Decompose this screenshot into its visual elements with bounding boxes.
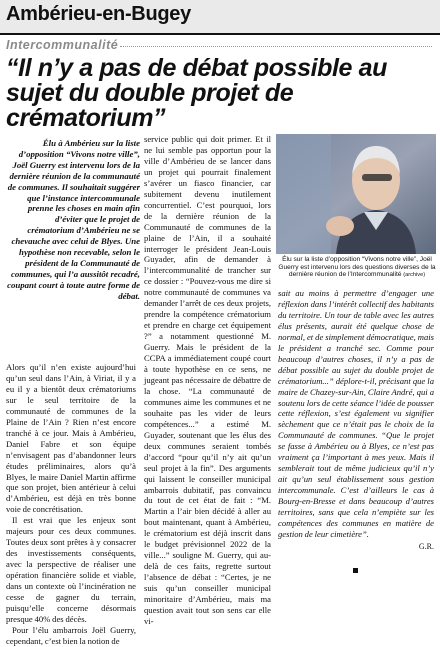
author-signature: [278, 542, 434, 553]
article-column-2: [144, 134, 271, 627]
photo-caption-text: Élu sur la liste d’opposition “Vivons notre ville”, Joël Guerry est intervenu lors des questions diverses de la dernière réunion de l’Intercommunalité: [278, 256, 436, 279]
section-header-bar: [0, 0, 440, 35]
body-paragraph: service public qui doit primer. Et il ne lui semble pas opportun pour la ville d’Ambérieu de se lancer dans un projet qui pourrait finalement s’avérer un fiasco financier, car subitement devenu inutilement concurrentiel. C’est pourquoi, lors de la dernière réunion de la Communauté de communes de la plaine de l’Ain, il a souhaité interroger le président Jean-Louis Guyader, afin de demander à l’intercommunalité de trancher sur ce dossier : “Pouvez-vous me dire si notre communauté de communes va demander l’arrêt de ces deux projets, prendre la compétence crématorium et prendre en charge cet équipement ?” a notamment questionné M. Guerry. Mais le président de la CCPA a immédiatement coupé court à toute hypothèse en ce sens, ne jugeant pas nécessaire de débattre de la chose. “La communauté de communes aime les communes et ne souhaite pas les vider de leurs compétences...” a estimé M. Guyader, soutenant que les élus des deux communes seraient tombés d’accord “pour qu’il n’y ait qu’un seul projet à la fin”. Des arguments qui laissent le conseiller municipal ambarrois dubitatif, pas convaincu du tout de cet état de fait : “M. Martin a l’air bien décidé à aller au bout maintenant, quant à Ambérieu, le crématorium est déjà inscrit dans le budget prévisionnel 2022 de la ville...” souligne M. Guerry, qui au-delà de ces faits, regrette surtout l’absence de débat : “Certes, je ne suis qu’un conseiller municipal minoritaire d’Ambérieu, mais ma question avait tout son sens car elle vi-: [144, 134, 271, 626]
photo-credit: (archive): [403, 272, 426, 279]
author-initials: G.R.: [418, 541, 434, 551]
body-paragraph: Il est vrai que les enjeux sont majeurs pour ces deux communes. Toutes deux sont prêtes à y consacrer des investissements conséquents, avec la perspective de réaliser une opération financière solide et viable, dans un contexte où l’incinération ne cesse de gagner du terrain, puisqu’elle concerne désormais presque 40% des décès.: [6, 515, 136, 624]
end-of-article-icon: [353, 568, 358, 573]
article-lead: Élu à Ambérieu sur la liste d’opposition “Vivons notre ville”, Joël Guerry est intervenu lors de la dernière réunion de la communauté de communes. Il souhaitait suggérer que l’instance intercommunale prenne les choses en main afin d’éviter que le projet de crématorium d’Ambérieu ne se chevauche avec celui de Blyes. Une hypothèse non recevable, selon le président de la Communauté de communes, qui l’a aussitôt recadré, coupant court à toute autre forme de débat.: [7, 138, 140, 301]
body-paragraph: sait au moins à permettre d’engager une réflexion dans l’intérêt collectif des habitants du territoire. Un tour de table avec les autres élus présents, aurait été quelque chose de normal, et de simplement démocratique, mais le président a tranché sec. Comme pour beaucoup d’autres choses, il n’y a pas de débat possible au sujet du double projet de crématorium...” déplore-t-il, précisant que la maire de Chazey-sur-Ain, Claire André, qui a soutenu lors de cette séance l’idée de pousser cette réflexion, s’est également vu signifier sèchement que ce n’était pas le choix de la Communauté de communes. “Que le projet se fasse à Ambérieu ou à Blyes, ce n’est pas vraiment ça l’important à mes yeux. Mais il semblerait tout de même judicieux qu’il n’y ait qu’un seul établissement sous gestion intercommunale. C’est d’ailleurs le cas à Bourg-en-Bresse et dans beaucoup d’autres territoires, sans que cela n’empiète sur les compétences des communes en matière de gestion de leur cimetière”.: [278, 288, 434, 539]
kicker-divider: [120, 46, 432, 47]
body-paragraph: Pour l’élu ambarrois Joël Guerry, cependant, c’est bien la notion de: [6, 624, 136, 646]
portrait-photo-icon: [276, 134, 436, 254]
article-kicker: Intercommunalité: [6, 38, 119, 52]
photo-caption: [278, 256, 436, 280]
article-headline: “Il n’y a pas de débat possible au sujet du double projet de crématorium”: [6, 54, 387, 132]
section-city-title: Ambérieu-en-Bugey: [6, 3, 191, 25]
article-column-3: [278, 288, 434, 553]
article-column-1: [6, 362, 136, 647]
body-paragraph: Alors qu’il n’en existe aujourd’hui qu’un seul dans l’Ain, à Viriat, il y a eu il y a bientôt deux crématoriums sur le seul territoire de la communauté de communes de la Plaine de l’Ain ? Rien n’est encore tranché à ce jour. Mais à Ambérieu, Daniel Fabre et son équipe n’envisagent pas d’abandonner leurs études préliminaires, alors qu’à Blyes, le maire Daniel Martin affirme que son projet, bien antérieur à celui d’Ambérieu, est déjà en très bonne voie de concrétisation.: [6, 362, 136, 515]
